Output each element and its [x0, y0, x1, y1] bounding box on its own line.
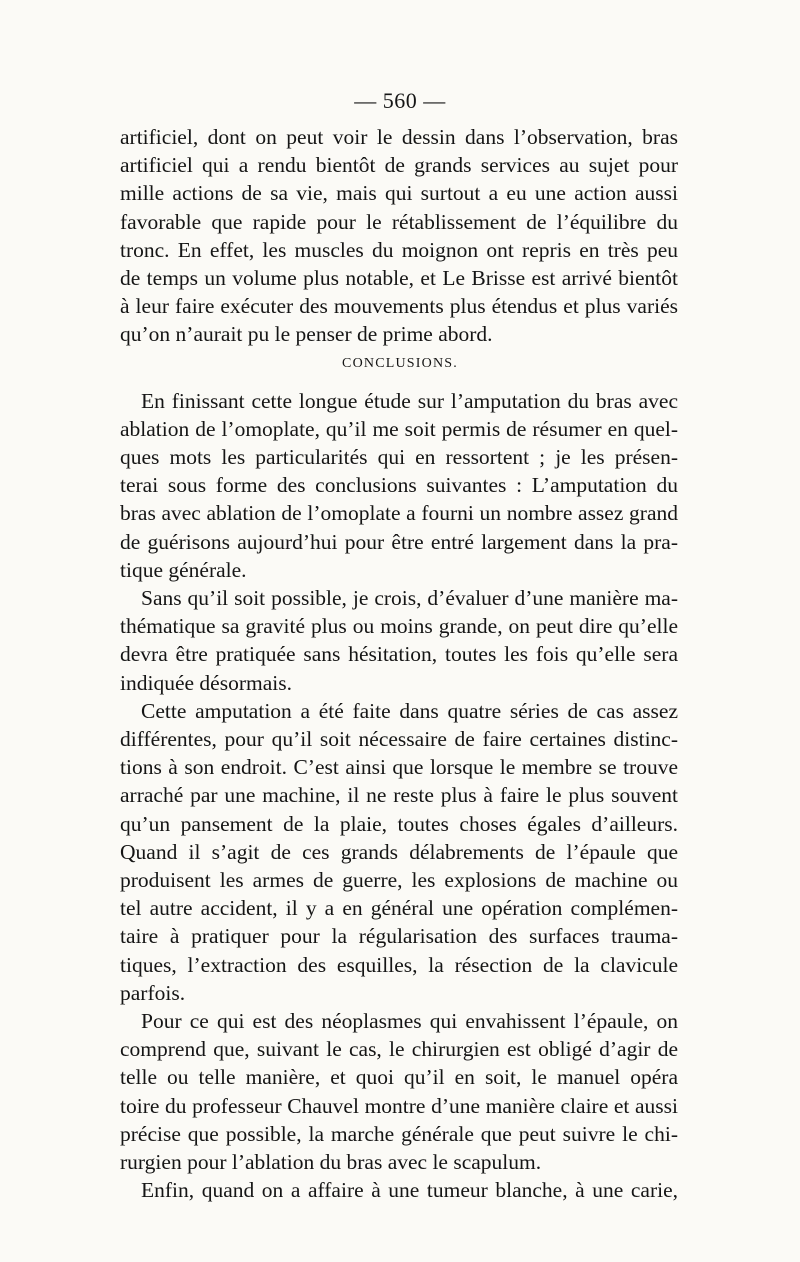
text-line: bras avec ablation de l’omoplate a fourni un nombre assez grand — [120, 501, 678, 525]
text-line: à leur faire exécuter des mouvements plus étendus et plus variés — [120, 294, 678, 318]
text-line: tel autre accident, il y a en général une opération complémen- — [120, 896, 678, 920]
text-line: comprend que, suivant le cas, le chirurgien est obligé d’agir de — [120, 1037, 678, 1061]
text-line: différentes, pour qu’il soit nécessaire de faire certaines distinc- — [120, 727, 678, 751]
text-line: précise que possible, la marche générale que peut suivre le chi- — [120, 1122, 678, 1146]
text-line: arraché par une machine, il ne reste plus à faire le plus souvent — [120, 783, 678, 807]
section-heading: CONCLUSIONS. — [342, 356, 458, 371]
text-line: mille actions de sa vie, mais qui surtout a eu une action aussi — [120, 181, 678, 205]
text-line: qu’un pansement de la plaie, toutes choses égales d’ailleurs. — [120, 812, 678, 836]
text-line: Sans qu’il soit possible, je crois, d’évaluer d’une manière ma- — [141, 586, 678, 610]
text-line: Quand il s’agit de ces grands délabrements de l’épaule que — [120, 840, 678, 864]
text-line: Enfin, quand on a affaire à une tumeur blanche, à une carie, — [141, 1178, 678, 1202]
text-line: favorable que rapide pour le rétablissement de l’équilibre du — [120, 210, 678, 234]
text-line: de temps un volume plus notable, et Le Brisse est arrivé bientôt — [120, 266, 678, 290]
text-line: telle ou telle manière, et quoi qu’il en soit, le manuel opéra — [120, 1065, 678, 1089]
text-line: thématique sa gravité plus ou moins grande, on peut dire qu’elle — [120, 614, 678, 638]
text-line: produisent les armes de guerre, les explosions de machine ou — [120, 868, 678, 892]
text-line: taire à pratiquer pour la régularisation des surfaces trauma- — [120, 924, 678, 948]
text-line: Cette amputation a été faite dans quatre séries de cas assez — [141, 699, 678, 723]
text-line: de guérisons aujourd’hui pour être entré largement dans la pra- — [120, 530, 678, 554]
text-line: artificiel qui a rendu bientôt de grands services au sujet pour — [120, 153, 678, 177]
text-line: ablation de l’omoplate, qu’il me soit permis de résumer en quel- — [120, 417, 678, 441]
text-line: qu’on n’aurait pu le penser de prime abord. — [120, 322, 493, 346]
text-line: Pour ce qui est des néoplasmes qui envahissent l’épaule, on — [141, 1009, 678, 1033]
text-line: tiques, l’extraction des esquilles, la résection de la clavicule — [120, 953, 678, 977]
text-line: ques mots les particularités qui en ressortent ; je les présen- — [120, 445, 678, 469]
text-line: terai sous forme des conclusions suivantes : L’amputation du — [120, 473, 678, 497]
text-line: toire du professeur Chauvel montre d’une manière claire et aussi — [120, 1094, 678, 1118]
text-line: devra être pratiquée sans hésitation, toutes les fois qu’elle sera — [120, 642, 678, 666]
text-line: artificiel, dont on peut voir le dessin dans l’observation, bras — [120, 125, 678, 149]
text-line: indiquée désormais. — [120, 671, 292, 695]
text-line: En finissant cette longue étude sur l’amputation du bras avec — [141, 389, 678, 413]
text-line: tique générale. — [120, 558, 247, 582]
text-line: tronc. En effet, les muscles du moignon ont repris en très peu — [120, 238, 678, 262]
page-number: — 560 — — [354, 88, 446, 113]
text-line: parfois. — [120, 981, 186, 1005]
text-line: rurgien pour l’ablation du bras avec le scapulum. — [120, 1150, 542, 1174]
text-line: tions à son endroit. C’est ainsi que lorsque le membre se trouve — [120, 755, 678, 779]
